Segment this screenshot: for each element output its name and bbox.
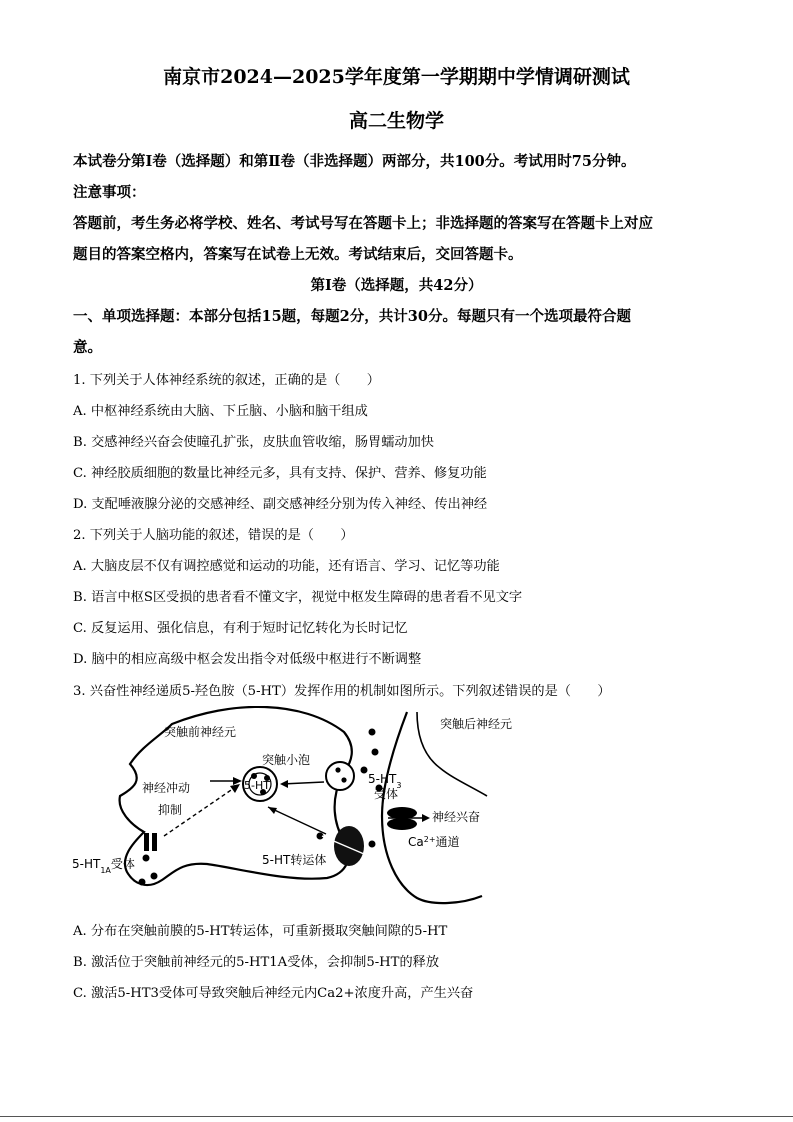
question-1-option-a: A. 中枢神经系统由大脑、下丘脑、小脑和脑干组成 [73, 404, 368, 419]
question-2-stem: 2. 下列关于人脑功能的叙述，错误的是（ ） [73, 528, 354, 543]
question-1-stem: 1. 下列关于人体神经系统的叙述，正确的是（ ） [73, 373, 380, 388]
part-instruction-1: 一、单项选择题：本部分包括15题，每题2分，共计30分。每题只有一个选项最符合题 [73, 308, 631, 325]
question-3-option-c: C. 激活5-HT3受体可导致突触后神经元内Ca2+浓度升高，产生兴奋 [73, 986, 474, 1001]
fusing-vesicle [326, 762, 354, 790]
notice-label: 注意事项： [73, 184, 146, 201]
5ht-transporter [334, 826, 364, 866]
label-ca-channel: $Ca^{2+}$通道 [408, 834, 460, 849]
section-title: 第Ⅰ卷（选择题，共42分） [310, 277, 483, 294]
label-inhibit: 抑制 [158, 803, 183, 817]
notice-line-1: 答题前，考生务必将学校、姓名、考试号写在答题卡上；非选择题的答案写在答题卡上对应 [73, 215, 653, 232]
question-3-option-a: A. 分布在突触前膜的5-HT转运体，可重新摄取突触间隙的5-HT [73, 924, 448, 939]
question-2-option-c: C. 反复运用、强化信息，有利于短时记忆转化为长时记忆 [73, 621, 408, 636]
label-presynaptic-neuron: 突触前神经元 [164, 725, 237, 739]
label-postsynaptic-neuron: 突触后神经元 [440, 717, 513, 731]
subject-title: 高二生物学 [348, 110, 444, 132]
exam-title: 南京市2024—2025学年度第一学期期中学情调研测试 [163, 66, 630, 88]
part-instruction-2: 意。 [73, 339, 102, 356]
label-5ht3-receptor: $5-HT_3$ [368, 772, 402, 790]
label-5ht-transporter: 5-HT转运体 [262, 853, 327, 867]
label-5ht1a-receptor: $5-HT_{1A}$受体 [72, 857, 135, 875]
question-3-option-b: B. 激活位于突触前神经元的5-HT1A受体，会抑制5-HT的释放 [73, 955, 440, 970]
page-bottom-rule [0, 1116, 793, 1117]
5ht1a-receptor [144, 833, 149, 851]
question-1-option-b: B. 交感神经兴奋会使瞳孔扩张，皮肤血管收缩，肠胃蠕动加快 [73, 435, 434, 450]
notice-line-2: 题目的答案空格内，答案写在试卷上无效。考试结束后，交回答题卡。 [73, 246, 523, 263]
label-5ht3-receptor-word: 受体 [374, 787, 399, 801]
question-2-option-a: A. 大脑皮层不仅有调控感觉和运动的功能，还有语言、学习、记忆等功能 [73, 559, 500, 574]
label-synaptic-vesicle: 突触小泡 [262, 753, 311, 767]
question-2-option-b: B. 语言中枢S区受损的患者看不懂文字，视觉中枢发生障碍的患者看不见文字 [73, 590, 523, 605]
question-3-stem: 3. 兴奋性神经递质5-羟色胺（5-HT）发挥作用的机制如图所示。下列叙述错误的是（ ） [73, 684, 611, 699]
synapse-figure [72, 706, 532, 906]
question-1-option-d: D. 支配唾液腺分泌的交感神经、副交感神经分别为传入神经、传出神经 [73, 497, 488, 512]
label-nerve-impulse: 神经冲动 [142, 781, 191, 795]
question-2-option-d: D. 脑中的相应高级中枢会发出指令对低级中枢进行不断调整 [73, 652, 422, 667]
label-vesicle-5ht: 5-HT [244, 779, 270, 792]
question-1-option-c: C. 神经胶质细胞的数量比神经元多，具有支持、保护、营养、修复功能 [73, 466, 487, 481]
label-nerve-excitation: 神经兴奋 [432, 810, 481, 824]
intro-line: 本试卷分第Ⅰ卷（选择题）和第Ⅱ卷（非选择题）两部分，共100分。考试用时75分钟。 [73, 153, 636, 170]
